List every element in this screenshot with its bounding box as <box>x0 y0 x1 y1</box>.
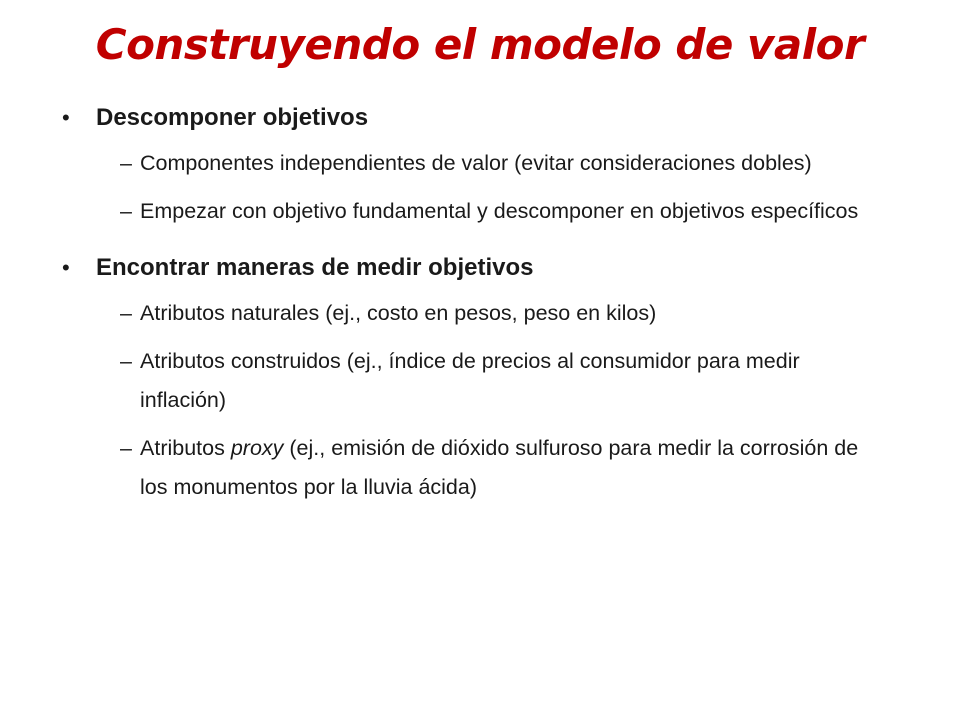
dash-marker: – <box>120 151 132 175</box>
dash-marker: – <box>120 436 132 460</box>
sub-list-encontrar <box>60 294 890 507</box>
slide-title: Construyendo el modelo de valor <box>95 20 865 69</box>
sub-item-text: Atributos naturales (ej., costo en pesos, peso en kilos) <box>140 301 657 325</box>
proxy-emphasis: proxy <box>230 436 284 460</box>
proxy-prefix: Atributos <box>140 436 231 460</box>
dash-marker: – <box>120 349 132 373</box>
bullet-encontrar-maneras <box>60 251 890 285</box>
bullet-heading: Descomponer objetivos <box>96 104 369 131</box>
sub-item-text <box>140 436 858 499</box>
sub-item-componentes <box>60 144 890 183</box>
sub-list-descomponer <box>60 144 890 231</box>
sub-item-text: Empezar con objetivo fundamental y descomponer en objetivos específicos <box>140 199 859 223</box>
bullet-marker: • <box>62 255 70 280</box>
sub-item-construidos <box>60 342 890 420</box>
sub-item-empezar <box>60 192 890 231</box>
dash-marker: – <box>120 199 132 223</box>
bullet-marker: • <box>62 105 70 130</box>
bullet-heading: Encontrar maneras de medir objetivos <box>96 254 534 281</box>
sub-item-text: Atributos construidos (ej., índice de precios al consumidor para medir inflación) <box>140 349 800 412</box>
sub-item-naturales <box>60 294 890 333</box>
dash-marker: – <box>120 301 132 325</box>
slide-content <box>60 96 890 507</box>
proxy-suffix: (ej., emisión de dióxido sulfuroso para medir la corrosión de los monumentos por la lluvia ácida) <box>140 436 859 499</box>
bullet-descomponer-objetivos <box>60 101 890 135</box>
sub-item-proxy <box>60 429 890 507</box>
sub-item-text: Componentes independientes de valor (evitar consideraciones dobles) <box>140 151 812 175</box>
